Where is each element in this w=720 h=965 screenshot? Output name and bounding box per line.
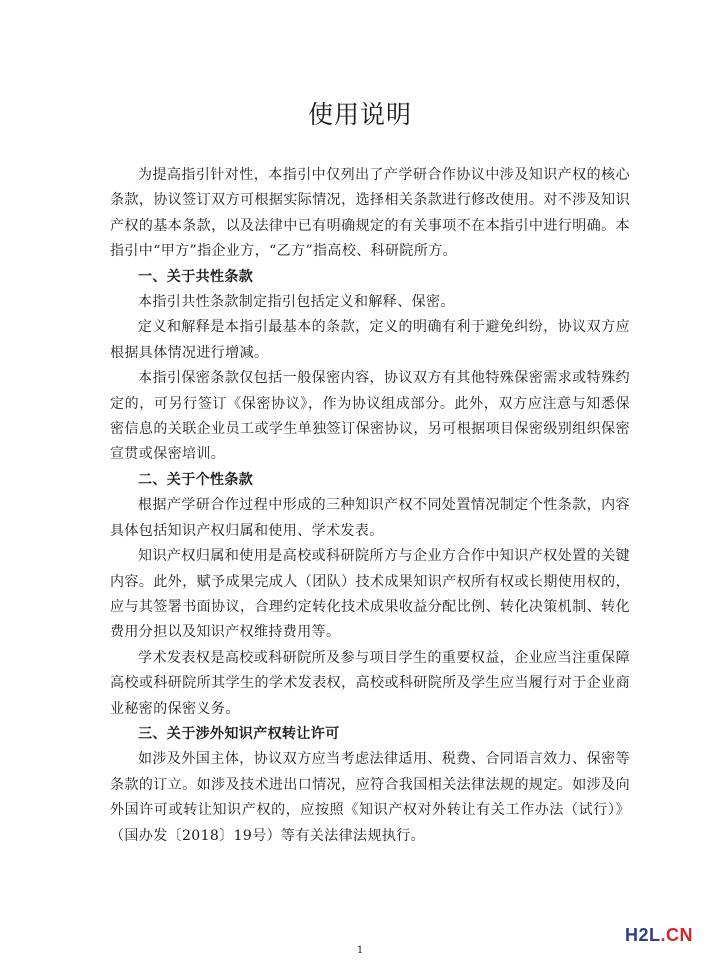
section-heading: 二、关于个性条款 xyxy=(138,471,254,488)
body-paragraph: 知识产权归属和使用是高校或科研院所方与企业方合作中知识产权处置的关键内容。此外，赋予成果完成人（团队）技术成果知识产权所有权或长期使用权的，应与其签署书面协议，合理约定转化技术成果收益分配比例、转化决策机制、转化费用分担以及知识产权维持费用等。 xyxy=(110,548,630,641)
watermark-part-b: .CN xyxy=(660,925,694,945)
body-paragraph: 根据产学研合作过程中形成的三种知识产权不同处置情况制定个性条款，内容具体包括知识产权归属和使用、学术发表。 xyxy=(110,497,630,539)
watermark-part-a: H2L xyxy=(625,925,661,945)
body-paragraph: 本指引共性条款制定指引包括定义和解释、保密。 xyxy=(138,294,455,311)
body-paragraph: 学术发表权是高校或科研院所及参与项目学生的重要权益，企业应当注重保障高校或科研院所其学生的学术发表权，高校或科研院所及学生应当履行对于企业商业秘密的保密义务。 xyxy=(110,649,630,717)
page-number: 1 xyxy=(356,945,364,956)
section-heading: 一、关于共性条款 xyxy=(138,268,254,285)
site-watermark-logo xyxy=(625,925,693,946)
body-paragraph: 定义和解释是本指引最基本的条款，定义的明确有利于避免纠纷，协议双方应根据具体情况进行增减。 xyxy=(110,319,630,361)
document-body xyxy=(110,163,630,849)
body-paragraph: 本指引保密条款仅包括一般保密内容，协议双方有其他特殊保密需求或特殊约定的，可另行签订《保密协议》，作为协议组成部分。此外，双方应注意与知悉保密信息的关联企业员工或学生单独签订保密协议，另可根据项目保密级别组织保密宣贯或保密培训。 xyxy=(110,370,630,463)
body-paragraph: 如涉及外国主体，协议双方应当考虑法律适用、税费、合同语言效力、保密等条款的订立。如涉及技术进出口情况，应符合我国相关法律法规的规定。如涉及向外国许可或转让知识产权的，应按照《知识产权对外转让有关工作办法（试行）》（国办发〔2018〕19号）等有关法律法规执行。 xyxy=(110,751,630,844)
document-title: 使用说明 xyxy=(307,100,412,129)
section-heading: 三、关于涉外知识产权转让许可 xyxy=(138,725,340,742)
body-paragraph: 为提高指引针对性，本指引中仅列出了产学研合作协议中涉及知识产权的核心条款，协议签订双方可根据实际情况，选择相关条款进行修改使用。对不涉及知识产权的基本条款，以及法律中已有明确规定的有关事项不在本指引中进行明确。本指引中“甲方”指企业方，“乙方”指高校、科研院所方。 xyxy=(110,167,630,260)
